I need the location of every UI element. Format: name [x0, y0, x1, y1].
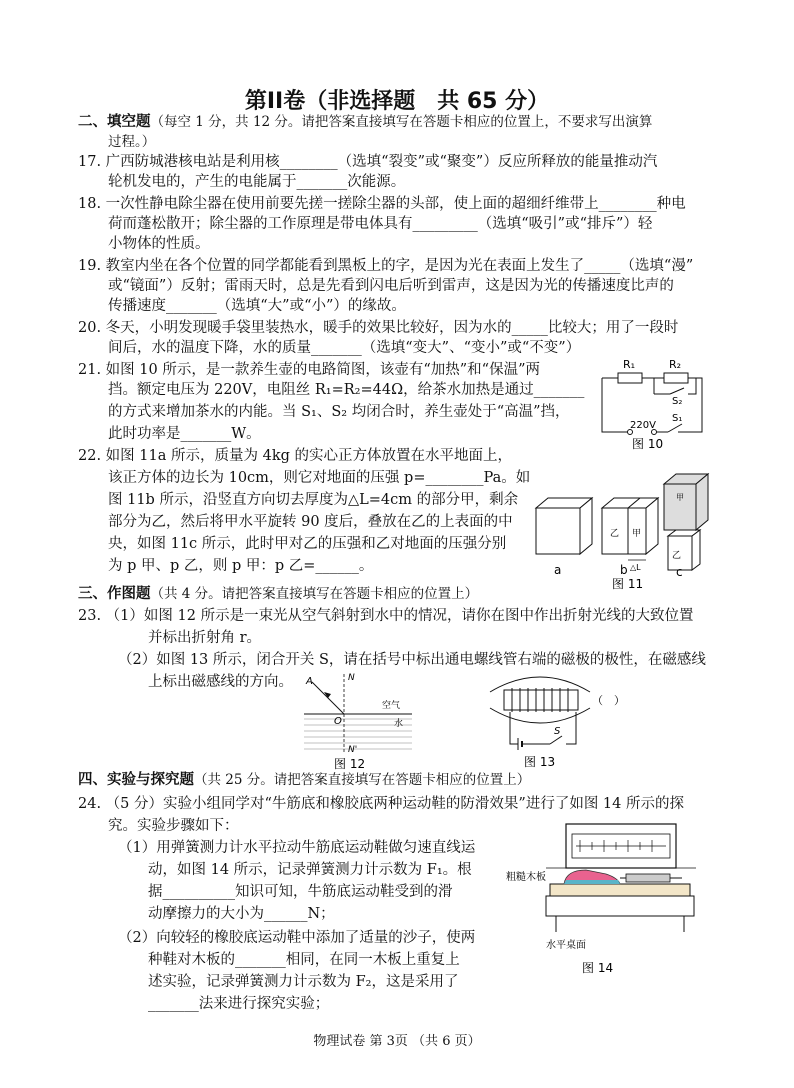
fig10-s2-label: S₂	[672, 396, 683, 407]
section2-note: （每空 1 分，共 12 分。请把答案直接填写在答题卡相应的位置上，不要求写出演算	[150, 114, 653, 130]
page-footer: 物理试卷 第 3页 （共 6 页）	[313, 1034, 481, 1049]
fig10-caption: 图 10	[632, 437, 664, 451]
q23-line2: 并标出折射角 r。	[148, 630, 262, 646]
q24-step1-line1: （1）用弹簧测力计水平拉动牛筋底运动鞋做匀速直线运	[118, 840, 476, 856]
fig11-c-jia-label: 甲	[676, 493, 684, 502]
fig10-r1-label: R₁	[623, 358, 636, 371]
q20-line1: 20. 冬天，小明发现暖手袋里装热水，暖手的效果比较好，因为水的_____比较大；用了一段时	[78, 320, 679, 336]
q24-step1-line3: 据__________知识可知，牛筋底运动鞋受到的滑	[148, 884, 453, 900]
figure-11-cubes	[530, 464, 730, 590]
q22-line6: 为 p 甲、p 乙，则 p 甲：p 乙=______。	[108, 558, 374, 574]
fig13-s-label: S	[554, 726, 561, 737]
q18-line3: 小物体的性质。	[108, 236, 210, 252]
figure-10-circuit	[592, 352, 718, 452]
section4-heading-line	[78, 770, 530, 790]
q21-line3: 的方式来增加茶水的内能。当 S₁、S₂ 均闭合时，养生壶处于“高温”挡，	[108, 404, 570, 420]
section4-note: （共 25 分。请把答案直接填写在答题卡相应的位置上）	[194, 772, 531, 788]
q22-line3: 图 11b 所示，沿竖直方向切去厚度为△L=4cm 的部分甲，剩余	[108, 492, 519, 508]
fig12-o-label: O	[334, 716, 342, 727]
fig14-caption: 图 14	[582, 961, 614, 975]
fig14-table-label: 水平桌面	[546, 940, 586, 951]
q23-line3: （2）如图 13 所示，闭合开关 S，请在括号中标出通电螺线管右端的磁极的极性，在磁感线	[118, 652, 706, 668]
q24-step2-line1: （2）向较轻的橡胶底运动鞋中添加了适量的沙子，使两	[118, 930, 476, 946]
q21-line4: 此时功率是_______W。	[108, 426, 261, 442]
fig11-yi-label: 乙	[610, 529, 620, 539]
fig14-board-label: 粗糙木板	[506, 872, 546, 883]
fig10-voltage-label: 220V	[630, 420, 656, 431]
q20-line2: 间后，水的温度下降，水的质量_______（选填“变大”、“变小”或“不变”）	[108, 340, 581, 356]
figure-14-experiment	[506, 820, 718, 980]
section2-note-cont: 过程。）	[108, 134, 156, 150]
q22-line5: 央，如图 11c 所示，此时甲对乙的压强和乙对地面的压强分别	[108, 536, 507, 552]
q24-step2-line2: 种鞋对木板的_______相同，在同一木板上重复上	[148, 952, 460, 968]
q24-step2-line4: _______法来进行探究实验；	[148, 996, 330, 1012]
q17-line1: 17. 广西防城港核电站是利用核________（选填“裂变”或“聚变”）反应所释放的能量推动汽	[78, 154, 658, 170]
q19-line3: 传播速度_______（选填“大”或“小”）的缘故。	[108, 298, 406, 314]
q22-line2: 该正方体的边长为 10cm，则它对地面的压强 p=________Pa。如	[108, 470, 531, 486]
fig11-jia-label: 甲	[632, 529, 642, 539]
q24-step1-line2: 动，如图 14 所示，记录弹簧测力计示数为 F₁。根	[148, 862, 472, 878]
section4-heading: 四、实验与探究题	[78, 772, 194, 788]
fig11-a-label: a	[554, 563, 562, 577]
q23-line4: 上标出磁感线的方向。	[148, 674, 293, 690]
fig11-caption: 图 11	[612, 577, 644, 590]
fig12-nprime-label: N'	[348, 745, 358, 755]
q24-line2: 究。实验步骤如下：	[108, 818, 239, 834]
q19-line1: 19. 教室内坐在各个位置的同学都能看到黑板上的字，是因为光在表面上发生了_____（选填“漫”	[78, 258, 694, 274]
fig11-c-yi-label: 乙	[672, 551, 682, 561]
q19-line2: 或“镜面”）反射；雷雨天时，总是先看到闪电后听到雷声，这是因为光的传播速度比声的	[108, 278, 674, 294]
fig11-dl-label: △L	[630, 563, 641, 572]
q21-line2: 挡。额定电压为 220V，电阻丝 R₁=R₂=44Ω，给茶水加热是通过_______	[108, 382, 585, 398]
fig13-caption: 图 13	[524, 755, 556, 769]
fig11-c-label: c	[676, 565, 683, 579]
fig12-water-label: 水	[394, 719, 404, 729]
section3-heading-line	[78, 584, 478, 604]
figure-13-solenoid	[480, 664, 630, 772]
q22-line1: 22. 如图 11a 所示，质量为 4kg 的实心正方体放置在水平地面上，	[78, 448, 512, 464]
q18-line1: 18. 一次性静电除尘器在使用前要先搓一搓除尘器的头部，使上面的超细纤维带上________种电	[78, 196, 686, 212]
fig12-air-label: 空气	[382, 701, 401, 711]
fig10-s1-label: S₁	[672, 413, 683, 424]
section3-heading: 三、作图题	[78, 586, 151, 602]
fig12-n-label: N	[348, 673, 355, 683]
fig12-a-label: A	[306, 676, 313, 687]
q23-line1: 23. （1）如图 12 所示是一束光从空气斜射到水中的情况，请你在图中作出折射光线的大致位置	[78, 608, 694, 624]
section2-heading: 二、填空题	[78, 114, 151, 130]
q24-line1: 24. （5 分）实验小组同学对“牛筋底和橡胶底两种运动鞋的防滑效果”进行了如图 14 所示的探	[78, 796, 684, 812]
q22-line4: 部分为乙，然后将甲水平旋转 90 度后，叠放在乙的上表面的中	[108, 514, 513, 530]
q21-line1: 21. 如图 10 所示，是一款养生壶的电路简图，该壶有“加热”和“保温”两	[78, 362, 540, 378]
fig11-b-label: b	[620, 563, 628, 577]
section2-heading-line	[78, 112, 652, 132]
q17-line2: 轮机发电的，产生的电能属于_______次能源。	[108, 174, 406, 190]
q24-step1-line4: 动摩擦力的大小为______N；	[148, 906, 335, 922]
fig10-r2-label: R₂	[669, 358, 682, 371]
figure-12-refraction	[298, 662, 418, 772]
fig13-bracket: （ ）	[592, 694, 625, 707]
fig12-caption: 图 12	[334, 757, 366, 771]
section3-note: （共 4 分。请把答案直接填写在答题卡相应的位置上）	[150, 586, 479, 602]
q18-line2: 荷而蓬松散开；除尘器的工作原理是带电体具有_________（选填“吸引”或“排斥”）轻	[108, 216, 653, 232]
page-title: 第II卷（非选择题 共 65 分）	[244, 89, 550, 114]
q24-step2-line3: 述实验，记录弹簧测力计示数为 F₂，这是采用了	[148, 974, 459, 990]
